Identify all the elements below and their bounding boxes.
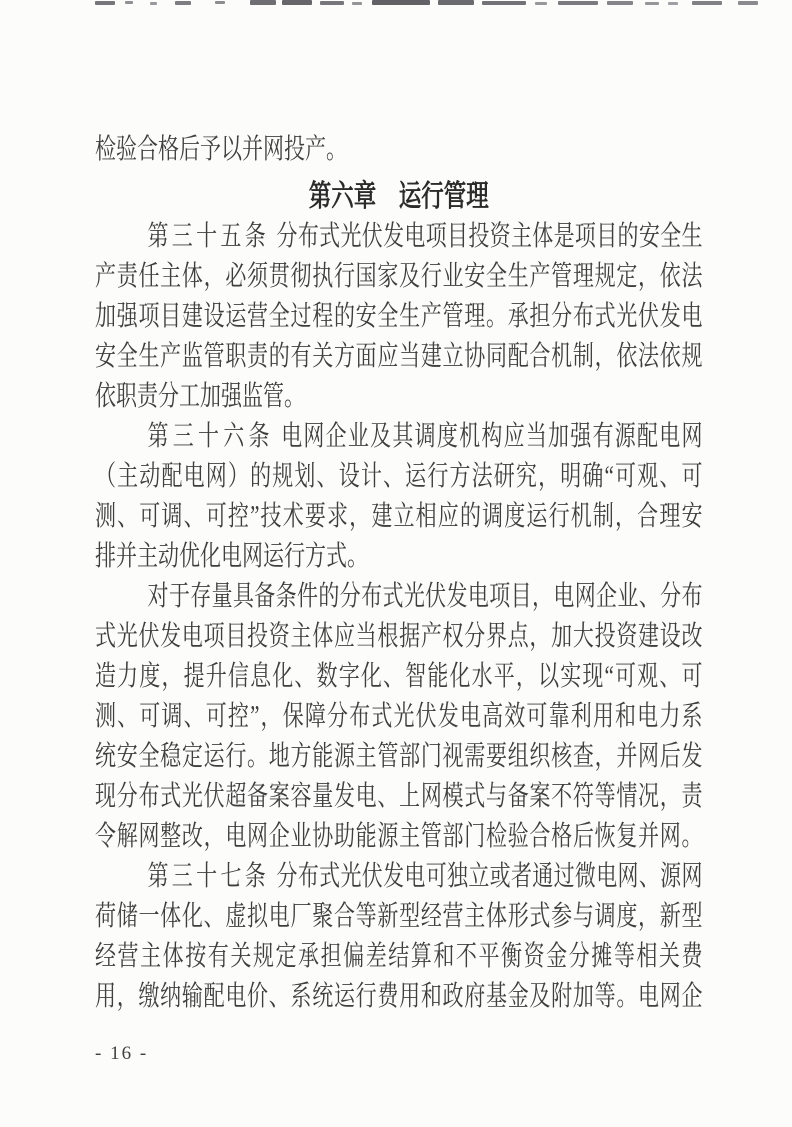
scan-noise-dash <box>175 1 191 5</box>
article-36-line <box>95 417 703 457</box>
stock-paragraph-line: 对于存量具备条件的分布式光伏发电项目，电网企业、分布 <box>147 581 703 612</box>
scan-noise-dash <box>250 0 276 5</box>
chapter-heading: 第六章 运行管理 <box>308 180 489 213</box>
scan-noise-dash <box>738 1 758 5</box>
scan-noise-dash <box>438 0 474 5</box>
article-35-line: 加强项目建设运营全过程的安全生产管理。承担分布式光伏发电 <box>95 301 703 332</box>
document-body <box>95 130 703 1017</box>
scan-noise-dash <box>125 1 133 4</box>
scan-noise-dash <box>320 1 344 5</box>
stock-paragraph-line: 造力度，提升信息化、数字化、智能化水平，以实现“可观、可 <box>95 661 703 692</box>
scan-noise-dash <box>282 0 312 5</box>
stock-paragraph-line: 统安全稳定运行。地方能源主管部门视需要组织核查，并网后发 <box>95 741 703 772</box>
scan-noise-dash <box>215 1 225 4</box>
paragraph-continuation-line: 检验合格后予以并网投产。 <box>95 134 348 165</box>
article-37-line <box>95 857 703 897</box>
article-37-text: 分布式光伏发电可独立或者通过微电网、源网 <box>276 861 703 892</box>
stock-paragraph-line: 式光伏发电项目投资主体应当根据产权分界点，加大投资建设改 <box>95 621 703 652</box>
scan-noise-dash <box>607 1 633 5</box>
article-37-line: 经营主体按有关规定承担偏差结算和不平衡资金分摊等相关费 <box>95 941 703 972</box>
scan-noise-dash <box>352 2 362 5</box>
article-36-label: 第三十六条 <box>147 421 274 452</box>
article-35-line <box>95 217 703 257</box>
stock-paragraph-line: 令解网整改，电网企业协助能源主管部门检验合格后恢复并网。 <box>95 821 703 852</box>
article-36-text: 电网企业及其调度机构应当加强有源配电网 <box>281 421 703 452</box>
article-35-line: 安全生产监管职责的有关方面应当建立协同配合机制，依法依规 <box>95 341 703 372</box>
scan-noise-dash <box>95 1 115 5</box>
article-35-label: 第三十五条 <box>147 221 270 252</box>
stock-paragraph-line: 测、可调、可控”，保障分布式光伏发电高效可靠利用和电力系 <box>95 701 703 732</box>
scan-noise-dash <box>150 2 157 5</box>
article-37-line: 荷储一体化、虚拟电厂聚合等新型经营主体形式参与调度，新型 <box>95 901 703 932</box>
article-37-label: 第三十七条 <box>147 861 270 892</box>
scan-noise-dash <box>372 0 430 5</box>
article-35-text: 分布式光伏发电项目投资主体是项目的安全生 <box>276 221 703 252</box>
article-35-line: 产责任主体，必须贯彻执行国家及行业安全生产管理规定，依法 <box>95 261 703 292</box>
scan-noise-dash <box>535 2 547 5</box>
scan-noise-dash <box>692 1 722 5</box>
stock-paragraph-line: 现分布式光伏超备案容量发电、上网模式与备案不符等情况，责 <box>95 781 703 812</box>
scan-noise-dash <box>558 1 598 5</box>
scan-noise-dash <box>668 2 678 5</box>
scan-noise-dash <box>482 1 526 5</box>
article-36-line: 测、可调、可控”技术要求，建立相应的调度运行机制，合理安 <box>95 501 703 532</box>
scan-noise-dash <box>645 2 659 5</box>
page-number: - 16 - <box>95 1043 149 1064</box>
scan-noise-band <box>0 0 792 8</box>
article-36-line: 排并主动优化电网运行方式。 <box>95 541 369 572</box>
article-35-line: 依职责分工加强监管。 <box>95 381 306 412</box>
article-36-line: （主动配电网）的规划、设计、运行方法研究，明确“可观、可 <box>95 461 703 492</box>
article-37-line: 用，缴纳输配电价、系统运行费用和政府基金及附加等。电网企 <box>95 981 703 1012</box>
